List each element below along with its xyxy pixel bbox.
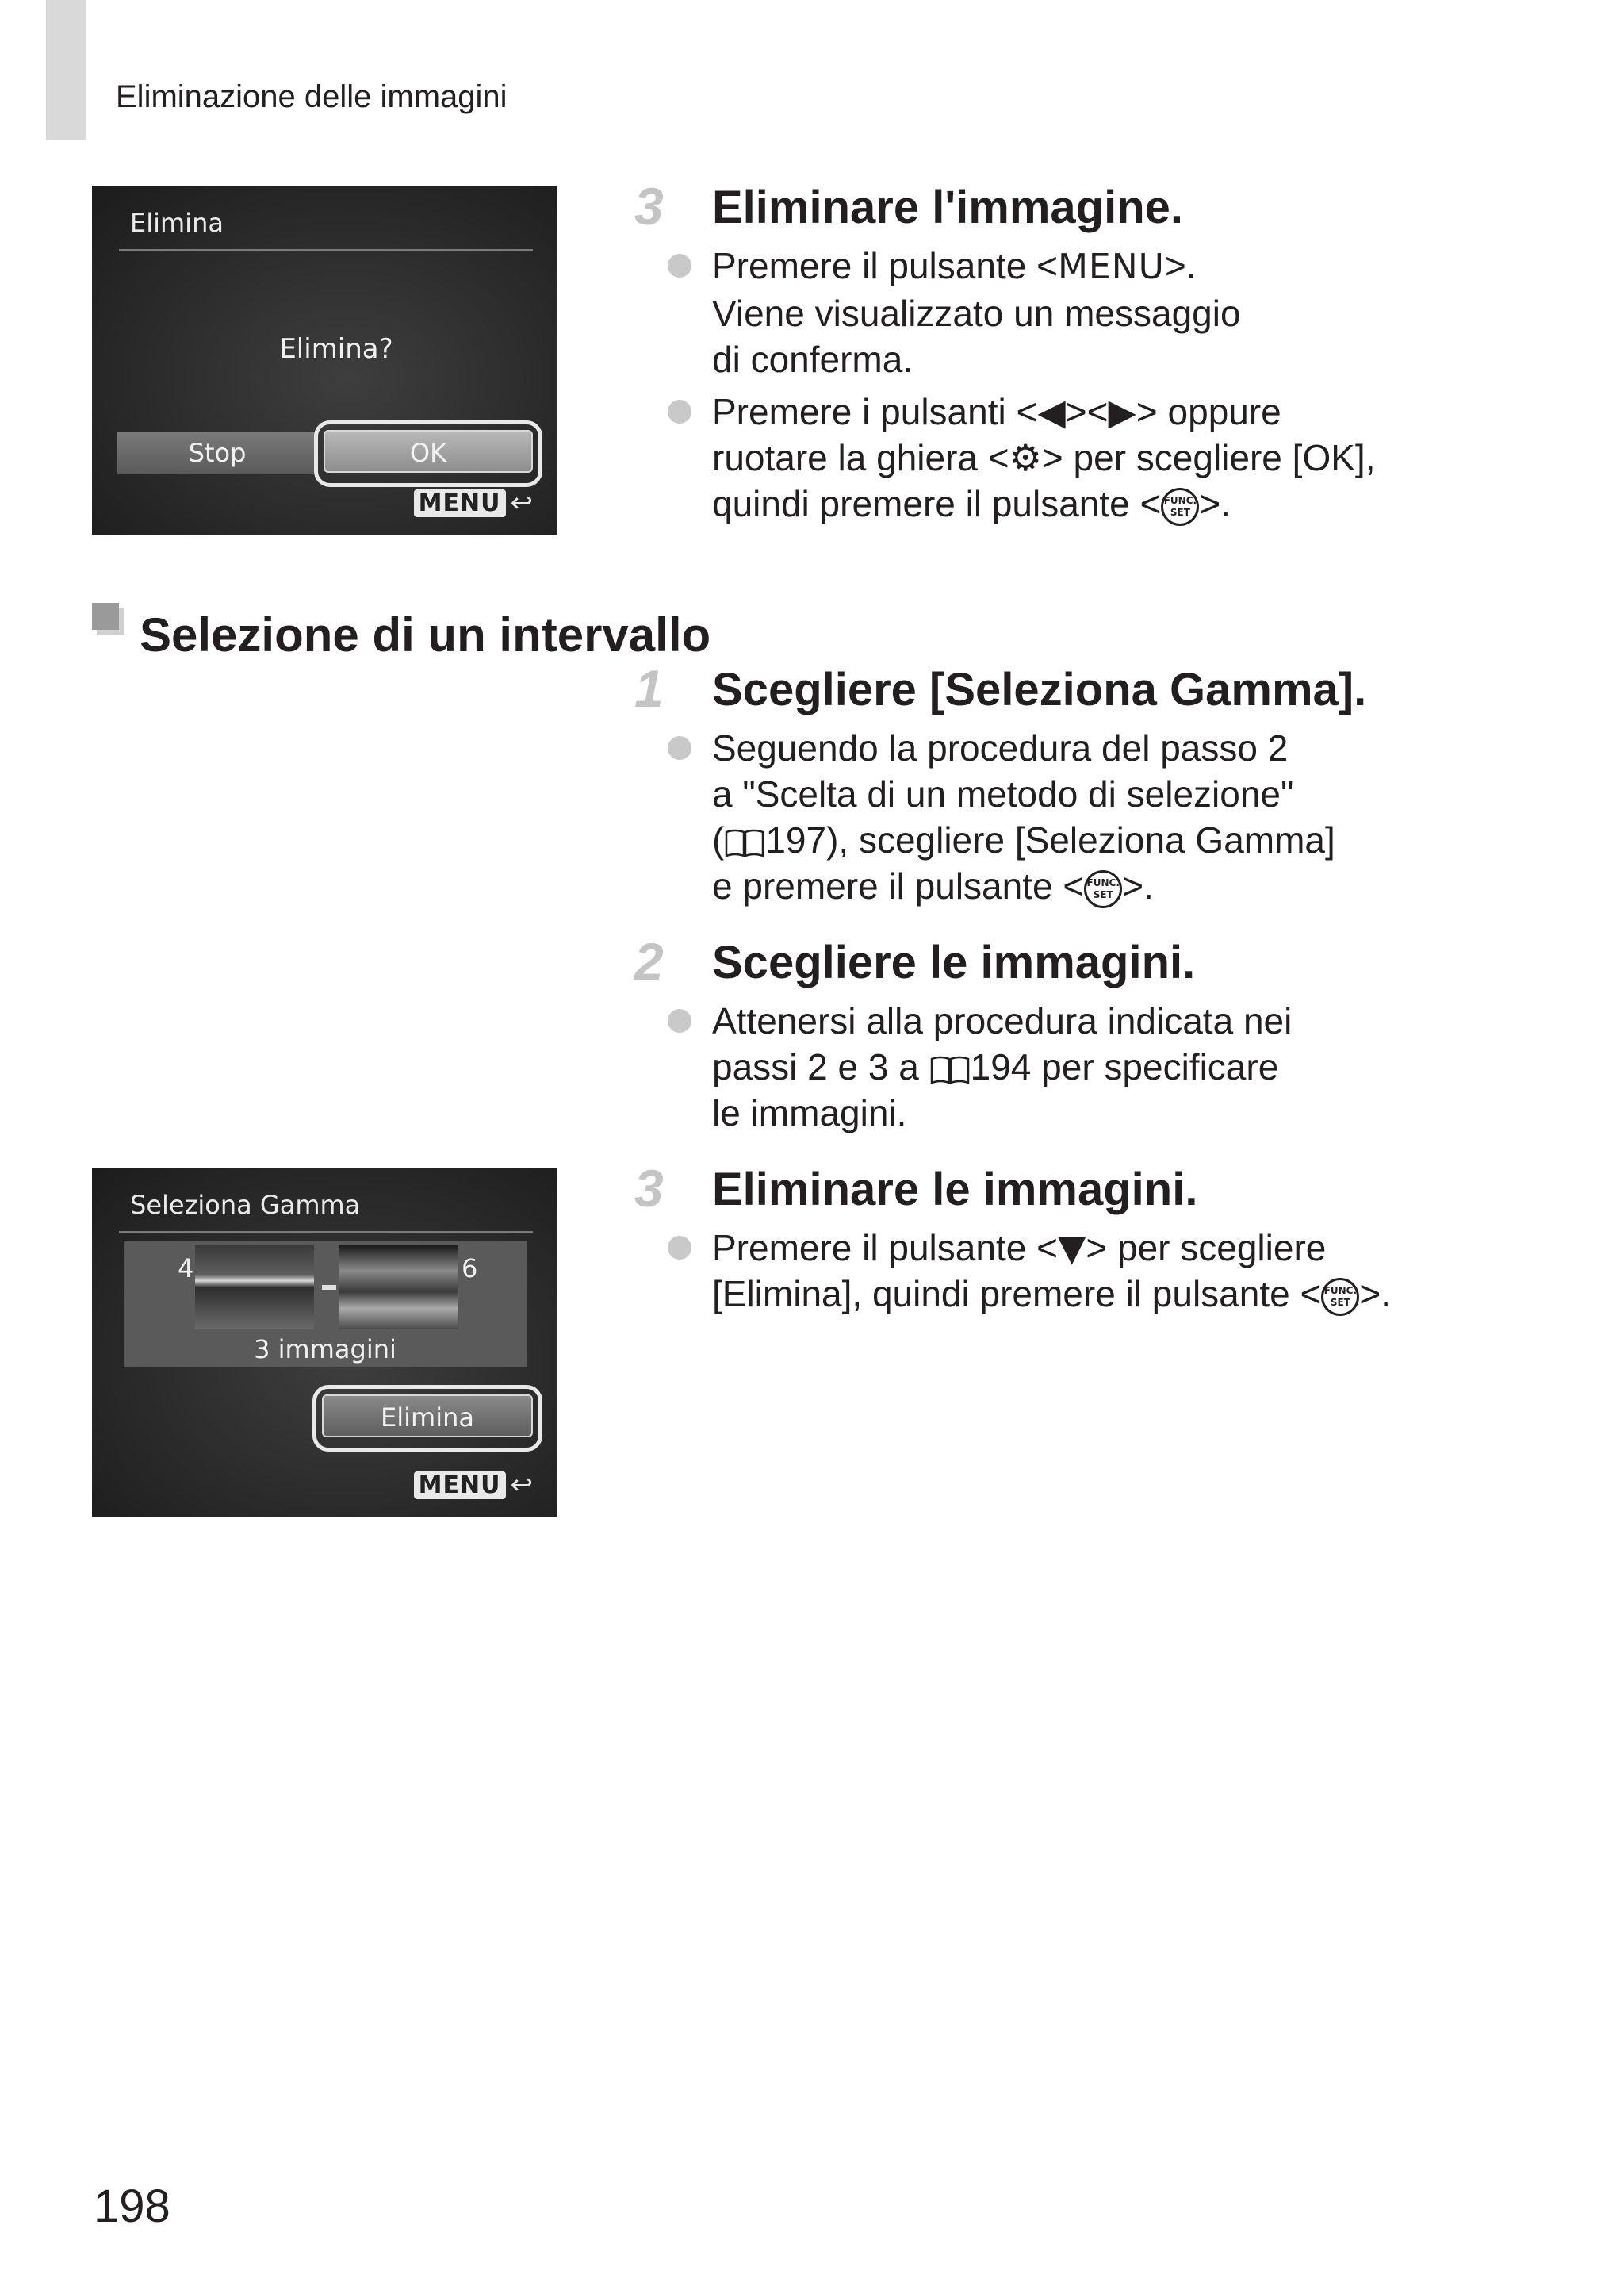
title-divider bbox=[119, 249, 533, 251]
instruction-bullet bbox=[712, 725, 1335, 909]
chapter-tab bbox=[46, 0, 86, 140]
down-arrow-icon: ▼ bbox=[1057, 1226, 1086, 1269]
step-number: 2 bbox=[634, 932, 664, 991]
confirm-question: Elimina? bbox=[279, 333, 393, 365]
range-start-number: 4 bbox=[178, 1253, 194, 1283]
page-number: 198 bbox=[94, 2181, 170, 2232]
thumbnail-last-image bbox=[339, 1245, 458, 1329]
instruction-bullet bbox=[712, 243, 1241, 382]
text: >< bbox=[1065, 391, 1109, 432]
section-title: Selezione di un intervallo bbox=[140, 608, 711, 662]
step-number: 1 bbox=[634, 659, 664, 718]
instruction-bullet bbox=[712, 998, 1292, 1136]
book-reference-icon bbox=[929, 1054, 971, 1086]
func-set-icon: FUNC. SET bbox=[1321, 1278, 1359, 1316]
menu-label: MENU bbox=[414, 489, 506, 517]
text: 197), scegliere [Seleziona Gamma] bbox=[765, 819, 1335, 861]
step-number: 3 bbox=[634, 177, 664, 236]
range-dash bbox=[322, 1285, 336, 1290]
text: 194 per specificare bbox=[970, 1046, 1279, 1087]
text: quindi premere il pulsante < bbox=[712, 483, 1162, 524]
step-title: Scegliere [Seleziona Gamma]. bbox=[712, 664, 1367, 715]
step-title: Scegliere le immagini. bbox=[712, 937, 1196, 988]
right-arrow-icon: ▶ bbox=[1108, 390, 1136, 433]
instruction-bullet bbox=[712, 1225, 1391, 1317]
book-reference-icon bbox=[724, 827, 765, 859]
text: passi 2 e 3 a bbox=[712, 1046, 929, 1087]
text: > oppure bbox=[1136, 391, 1281, 432]
menu-back-hint bbox=[414, 487, 533, 519]
text: di conferma. bbox=[712, 339, 914, 380]
text: a "Scelta di un metodo di selezione" bbox=[712, 773, 1294, 815]
text: >. bbox=[1164, 245, 1197, 286]
camera-screen-elimina bbox=[92, 186, 557, 535]
text: Viene visualizzato un messaggio bbox=[712, 293, 1241, 334]
ok-button[interactable]: OK bbox=[324, 430, 533, 473]
text: Premere il pulsante < bbox=[712, 1227, 1058, 1268]
menu-button-label: MENU bbox=[1057, 247, 1165, 287]
title-divider bbox=[119, 1231, 533, 1233]
menu-label: MENU bbox=[414, 1471, 506, 1499]
control-dial-icon: ⚙ bbox=[1009, 436, 1042, 479]
image-count: 3 immagini bbox=[254, 1334, 396, 1364]
delete-button[interactable]: Elimina bbox=[322, 1394, 533, 1437]
range-preview bbox=[124, 1241, 527, 1367]
func-set-icon: FUNC. SET bbox=[1084, 870, 1122, 908]
text: Seguendo la procedura del passo 2 bbox=[712, 727, 1289, 769]
text: >. bbox=[1122, 865, 1154, 907]
return-icon: ↩ bbox=[510, 1469, 533, 1501]
text: ( bbox=[712, 819, 725, 861]
range-end-number: 6 bbox=[462, 1253, 478, 1283]
instruction-bullet bbox=[712, 389, 1375, 527]
screen-title: Seleziona Gamma bbox=[130, 1190, 361, 1220]
left-arrow-icon: ◀ bbox=[1037, 390, 1066, 433]
step-title: Eliminare l'immagine. bbox=[712, 182, 1183, 233]
text: Attenersi alla procedura indicata nei bbox=[712, 1000, 1293, 1041]
thumbnail-first-image bbox=[195, 1245, 314, 1329]
text: Premere i pulsanti < bbox=[712, 391, 1038, 432]
text: >. bbox=[1359, 1273, 1391, 1314]
step-title: Eliminare le immagini. bbox=[712, 1164, 1198, 1215]
text: [Elimina], quindi premere il pulsante < bbox=[712, 1273, 1322, 1314]
camera-screen-seleziona-gamma bbox=[92, 1168, 557, 1517]
return-icon: ↩ bbox=[510, 487, 533, 519]
text: ruotare la ghiera < bbox=[712, 437, 1009, 478]
stop-button[interactable]: Stop bbox=[117, 432, 317, 474]
text: Premere il pulsante < bbox=[712, 245, 1058, 286]
screen-title: Elimina bbox=[130, 208, 224, 238]
menu-back-hint bbox=[414, 1469, 533, 1501]
text: > per scegliere [OK], bbox=[1041, 437, 1376, 478]
step-number: 3 bbox=[634, 1159, 664, 1218]
running-header: Eliminazione delle immagini bbox=[116, 79, 508, 114]
section-marker-icon bbox=[92, 603, 119, 630]
func-set-icon: FUNC. SET bbox=[1161, 488, 1199, 526]
text: > per scegliere bbox=[1086, 1227, 1327, 1268]
text: le immagini. bbox=[712, 1092, 907, 1133]
text: e premere il pulsante < bbox=[712, 865, 1085, 907]
text: >. bbox=[1199, 483, 1231, 524]
